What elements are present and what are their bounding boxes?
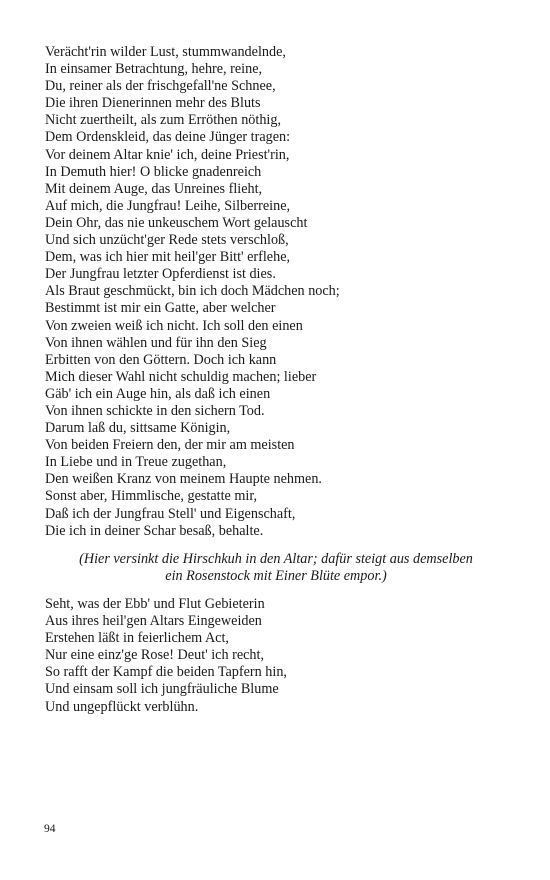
verse-line: Daß ich der Jungfrau Stell' und Eigenschaft, (45, 505, 296, 522)
verse-line: In einsamer Betrachtung, hehre, reine, (45, 61, 263, 78)
verse-block-2 (45, 596, 515, 716)
stage-direction (45, 551, 507, 585)
verse-line: Und ungepflückt verblühn. (45, 698, 199, 715)
verse-line: In Demuth hier! O blicke gnadenreich (45, 163, 262, 180)
verse-line: Von beiden Freiern den, der mir am meisten (45, 437, 295, 454)
verse-line: Seht, was der Ebb' und Flut Gebieterin (45, 596, 265, 612)
verse-block-1 (45, 44, 515, 540)
page-number: 94 (44, 823, 56, 835)
verse-line: Von zweien weiß ich nicht. Ich soll den einen (45, 317, 303, 334)
verse-line: Erbitten von den Göttern. Doch ich kann (45, 351, 277, 368)
verse-line: In Liebe und in Treue zugethan, (45, 454, 227, 471)
stage-direction-line: (Hier versinkt die Hirschkuh in den Altar; dafür steigt aus demselben (79, 551, 473, 567)
verse-line: Mich dieser Wahl nicht schuldig machen; lieber (45, 368, 317, 385)
verse-line: Dem, was ich hier mit heil'ger Bitt' erflehe, (45, 249, 291, 266)
verse-line: Und einsam soll ich jungfräuliche Blume (45, 681, 279, 698)
verse-line: Darum laß du, sittsame Königin, (45, 420, 231, 437)
verse-line: Nicht zuertheilt, als zum Erröthen nöthig, (45, 112, 281, 129)
verse-line: Und sich unzücht'ger Rede stets verschloß, (45, 232, 289, 249)
verse-line: Dein Ohr, das nie unkeuschem Wort gelauscht (45, 214, 308, 231)
verse-line: Mit deinem Auge, das Unreines flieht, (45, 180, 263, 197)
verse-line: Gäb' ich ein Auge hin, als daß ich einen (45, 385, 271, 402)
verse-line: Aus ihres heil'gen Altars Eingeweiden (45, 613, 262, 630)
verse-line: So rafft der Kampf die beiden Tapfern hin, (45, 664, 287, 681)
verse-line: Verächt'rin wilder Lust, stummwandelnde, (45, 44, 286, 60)
verse-line: Erstehen läßt in feierlichem Act, (45, 630, 229, 647)
stage-direction-line: ein Rosenstock mit Einer Blüte empor.) (165, 568, 387, 585)
verse-line: Von ihnen schickte in den sichern Tod. (45, 402, 265, 419)
verse-line: Den weißen Kranz von meinem Haupte nehmen. (45, 471, 322, 488)
verse-line: Der Jungfrau letzter Opferdienst ist dies. (45, 266, 276, 283)
verse-line: Von ihnen wählen und für ihn den Sieg (45, 334, 267, 351)
verse-line: Dem Ordenskleid, das deine Jünger tragen: (45, 129, 291, 146)
verse-line: Auf mich, die Jungfrau! Leihe, Silberreine, (45, 197, 291, 214)
verse-line: Die ich in deiner Schar besaß, behalte. (45, 522, 264, 539)
verse-line: Du, reiner als der frischgefall'ne Schnee, (45, 78, 276, 95)
verse-line: Als Braut geschmückt, bin ich doch Mädchen noch; (45, 283, 340, 300)
verse-line: Sonst aber, Himmlische, gestatte mir, (45, 488, 258, 505)
verse-line: Die ihren Dienerinnen mehr des Bluts (45, 95, 261, 112)
verse-line: Nur eine einz'ge Rose! Deut' ich recht, (45, 647, 265, 664)
verse-line: Vor deinem Altar knie' ich, deine Priest'rin, (45, 146, 290, 163)
verse-line: Bestimmt ist mir ein Gatte, aber welcher (45, 300, 276, 317)
